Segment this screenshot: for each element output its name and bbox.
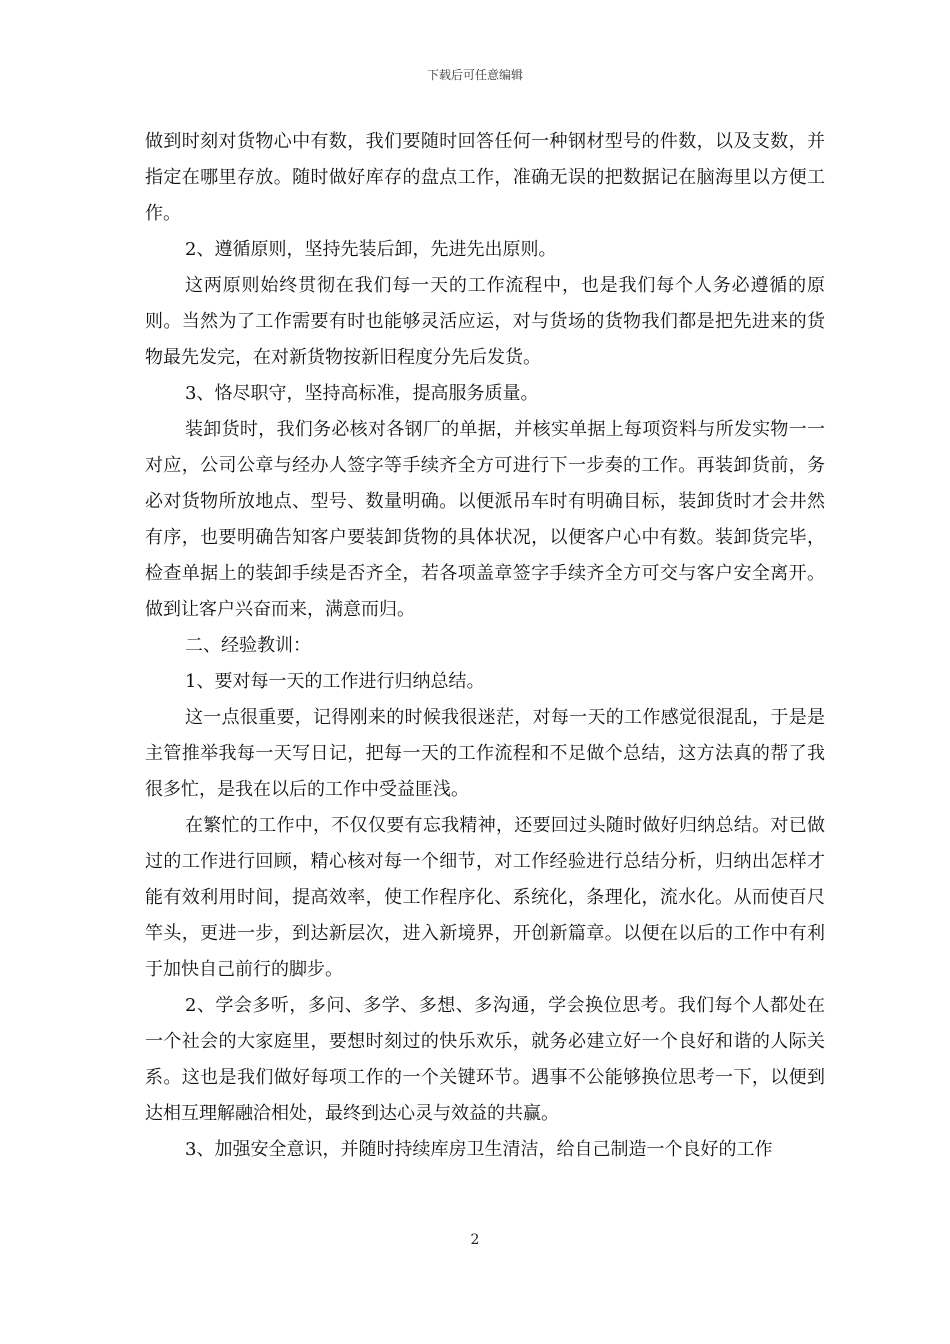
page-number: 2 [470,1232,480,1248]
document-body [145,124,825,1168]
paragraph: 这两原则始终贯彻在我们每一天的工作流程中，也是我们每个人务必遵循的原则。当然为了工作需要有时也能够灵活应运，对与货场的货物我们都是把先进来的货物最先发完，在对新货物按新旧程度分先后发货。 [145,275,825,368]
paragraph: 做到时刻对货物心中有数，我们要随时回答任何一种钢材型号的件数，以及支数，并指定在哪里存放。随时做好库存的盘点工作，准确无误的把数据记在脑海里以方便工作。 [145,131,825,224]
paragraph: 2、学会多听，多问、多学、多想、多沟通，学会换位思考。我们每个人都处在一个社会的大家庭里，要想时刻过的快乐欢乐，就务必建立好一个良好和谐的人际关系。这也是我们做好每项工作的一个关键环节。遇事不公能够换位思考一下，以便到达相互理解融洽相处，最终到达心灵与效益的共赢。 [145,995,825,1124]
section-heading: 二、经验教训： [185,635,311,656]
paragraph-heading: 2、遵循原则，坚持先装后卸，先进先出原则。 [185,239,557,260]
paragraph: 3、加强安全意识，并随时持续库房卫生清洁，给自己制造一个良好的工作 [185,1139,773,1160]
paragraph-heading: 1、要对每一天的工作进行归纳总结。 [185,671,485,692]
paragraph: 在繁忙的工作中，不仅仅要有忘我精神，还要回过头随时做好归纳总结。对已做过的工作进行回顾，精心核对每一个细节，对工作经验进行总结分析，归纳出怎样才能有效利用时间，提高效率，使工作程序化、系统化，条理化，流水化。从而使百尺竿头，更进一步，到达新层次，进入新境界，开创新篇章。以便在以后的工作中有利于加快自己前行的脚步。 [145,815,825,980]
paragraph: 这一点很重要，记得刚来的时候我很迷茫，对每一天的工作感觉很混乱，于是是主管推举我每一天写日记，把每一天的工作流程和不足做个总结，这方法真的帮了我很多忙，是我在以后的工作中受益匪浅。 [145,707,825,800]
page-header: 下载后可任意编辑 [426,68,523,82]
paragraph: 装卸货时，我们务必核对各钢厂的单据，并核实单据上每项资料与所发实物一一对应，公司公章与经办人签字等手续齐全方可进行下一步奏的工作。再装卸货前，务必对货物所放地点、型号、数量明确。以便派吊车时有明确目标，装卸货时才会井然有序，也要明确告知客户要装卸货物的具体状况，以便客户心中有数。装卸货完毕，检查单据上的装卸手续是否齐全，若各项盖章签字手续齐全方可交与客户安全离开。做到让客户兴奋而来，满意而归。 [145,419,825,620]
paragraph-heading: 3、恪尽职守，坚持高标准，提高服务质量。 [185,383,539,404]
